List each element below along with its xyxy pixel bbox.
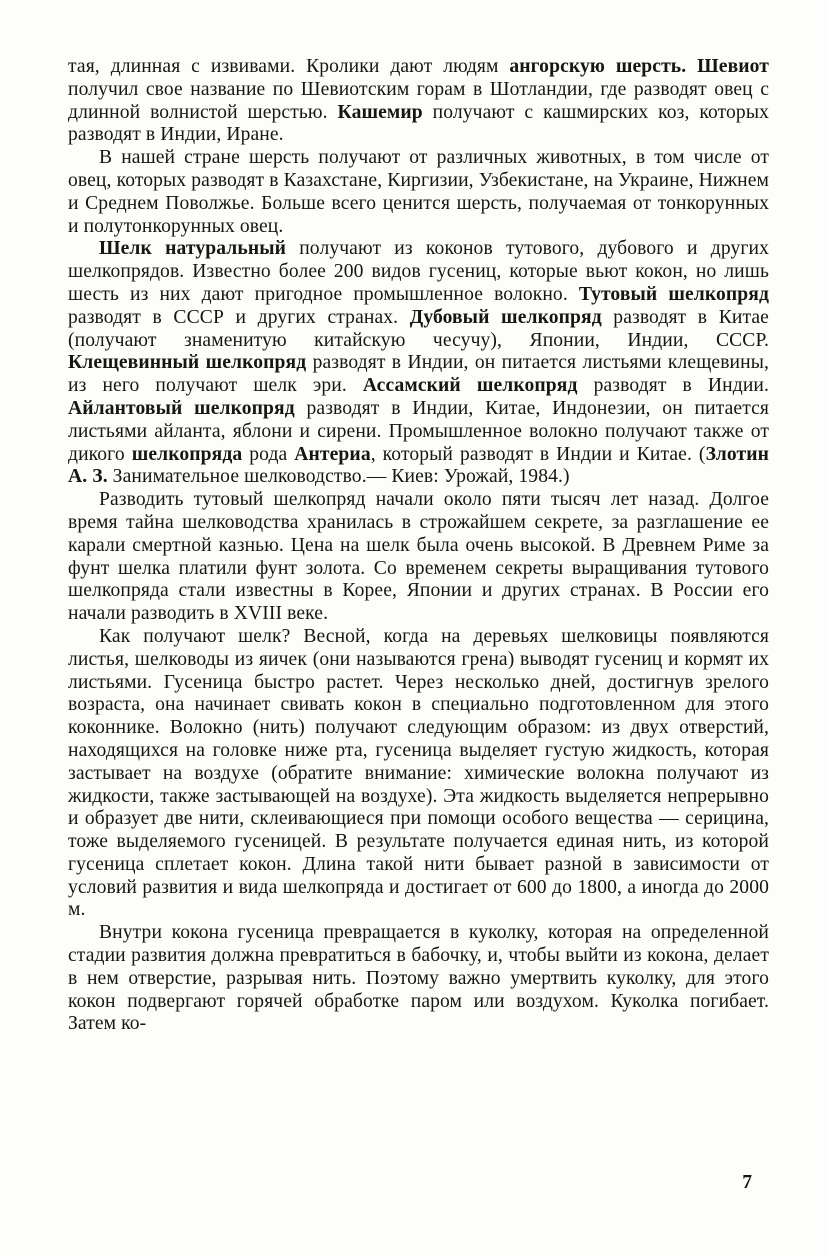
body-text: рода — [242, 443, 295, 465]
bold-text: Антериа — [294, 443, 371, 465]
body-text: тая, длинная с извивами. Кролики дают людям — [68, 56, 510, 77]
body-text: разводят в Китае (получают знаменитую китайскую чесучу), Японии, Индии, СССР. — [68, 306, 769, 351]
bold-text: шелкопряда — [131, 443, 243, 465]
bold-text: Шевиот — [697, 56, 770, 77]
paragraph — [68, 922, 769, 1036]
body-text: получил свое название по Шевиотским горам в Шотландии, где разводят овец с длинной волнистой шерстью. — [68, 78, 769, 123]
bold-text: ангорскую шерсть. — [509, 56, 687, 77]
paragraph — [68, 56, 769, 147]
text-block — [68, 56, 769, 1036]
body-text: Как получают шелк? Весной, когда на деревьях шелковицы появляются листья, шелководы из яичек (они называются грена) выводят гусениц и кормят их листьями. Гусеница быстро растет. Через несколько дней, достигнув зрелого возраста, она начинает свивать кокон в специально подготовленном для этого коконнике. Волокно (нить) получают следующим образом: из двух отверстий, находящихся на головке ниже рта, гусеница выделяет густую жидкость, которая застывает на воздухе (обратите внимание: химические волокна получают из жидкости, также застывающей на воздухе). Эта жидкость выделяется непрерывно и образует две нити, склеивающиеся при помощи особого вещества — серицина, тоже выделяемого гусеницей. В результате получается единая нить, из которой гусеница сплетает кокон. Длина такой нити бывает разной в зависимости от условий развития и вида шелкопряда и достигает от 600 до 1800, а иногда до 2000 м. — [68, 625, 769, 921]
body-text: разводят в Индии, Китае, Индонезии, он питается листьями айланта, яблони и сирени. Промышленное волокно получают также от дикого — [68, 397, 770, 465]
bold-text: Тутовый шелкопряд — [578, 283, 770, 305]
bold-text: Шелк натуральный — [99, 238, 287, 260]
body-text: разводят в Индии. — [577, 375, 769, 397]
body-text: В нашей стране шерсть получают от различных животных, в том числе от овец, которых разводят в Казахстане, Киргизии, Узбекистане, на Украине, Нижнем и Среднем Поволжье. Больше всего ценится шерсть, получаемая от тонкорунных и полутонкорунных овец. — [68, 147, 769, 237]
body-text: Разводить тутовый шелкопряд начали около пяти тысяч лет назад. Долгое время тайна шелководства хранилась в строжайшем секрете, за разглашение ее карали смертной казнью. Цена на шелк была очень высокой. В Древнем Риме за фунт шелка платили фунт золота. Со временем секреты выращивания тутового шелкопряда стали известны в Корее, Японии и других странах. В России его начали разводить в XVIII веке. — [68, 489, 769, 625]
paragraph — [68, 489, 769, 626]
bold-text: Дубовый шелкопряд — [409, 306, 602, 328]
paragraph — [68, 147, 769, 238]
paragraph — [68, 626, 769, 922]
bold-text: Айлантовый шелкопряд — [68, 397, 295, 419]
body-text: Внутри кокона гусеница превращается в куколку, которая на определенной стадии развития должна превратиться в бабочку, и, чтобы выйти из кокона, делает в нем отверстие, разрывая нить. Поэтому важно умертвить куколку, для этого кокон подвергают горячей обработке паром или воздухом. Куколка погибает. Затем ко- — [68, 922, 769, 1035]
body-text: разводят в СССР и других странах. — [68, 306, 410, 328]
bold-text: Злотин А. З. — [68, 443, 769, 488]
body-text: , который разводят в Индии и Китае. ( — [370, 443, 706, 465]
bold-text: Ассамский шелкопряд — [362, 375, 578, 397]
paragraph — [68, 238, 769, 489]
body-text: получают с кашмирских коз, которых разводят в Индии, Иране. — [68, 101, 769, 146]
page-number: 7 — [742, 1172, 752, 1193]
bold-text: Кашемир — [337, 101, 423, 123]
body-text — [686, 56, 697, 77]
body-text: Занимательное шелководство.— Киев: Урожай, 1984.) — [107, 466, 570, 488]
body-text: разводят в Индии, он питается листьями клещевины, из него получают шелк эри. — [68, 352, 769, 397]
bold-text: Клещевинный шелкопряд — [68, 352, 307, 374]
body-text: получают из коконов тутового, дубового и других шелкопрядов. Известно более 200 видов гусениц, которые вьют кокон, но лишь шесть из них дают пригодное промышленное волокно. — [68, 238, 769, 305]
